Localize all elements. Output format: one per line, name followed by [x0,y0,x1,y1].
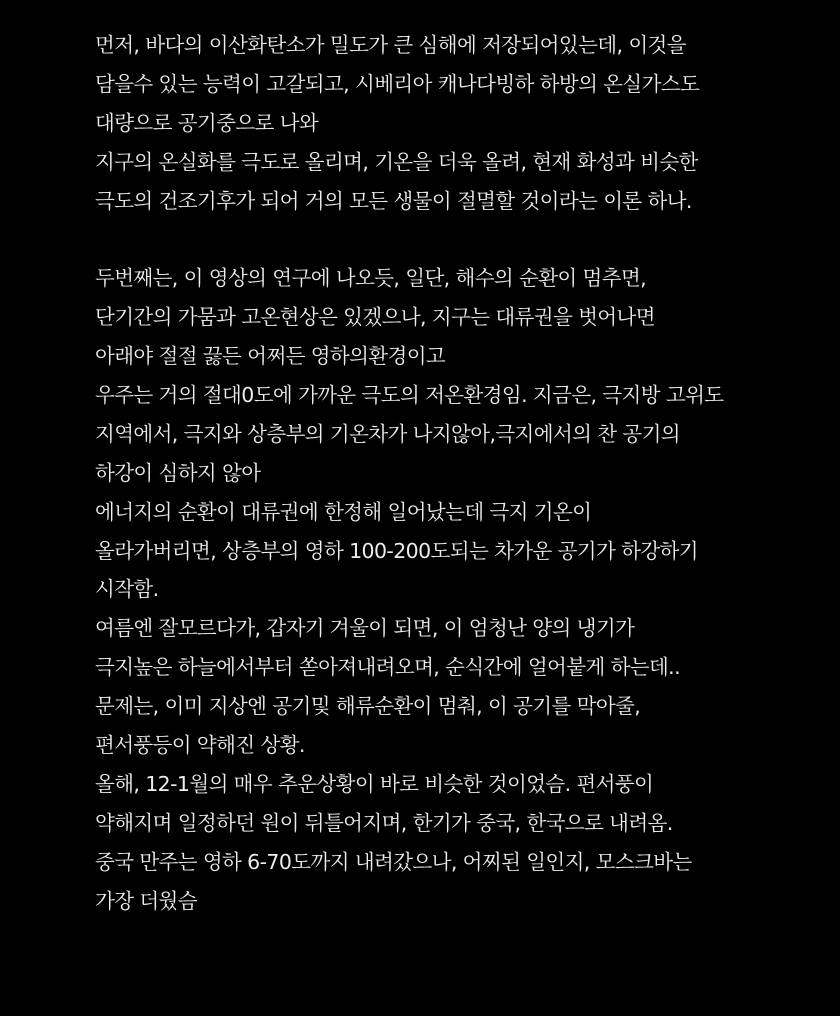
text-line: 시작함. [95,577,159,602]
paragraph-spacer [95,220,835,259]
text-line: 여름엔 잘모르다가, 갑자기 겨울이 되면, 이 엄청난 양의 냉기가 [95,616,635,641]
text-line: 단기간의 가뭄과 고온현상은 있겠으나, 지구는 대류권을 벗어나면 [95,305,655,330]
text-line: 약해지며 일정하던 원이 뒤틀어지며, 한기가 중국, 한국으로 내려옴. [95,810,673,835]
text-line: 지구의 온실화를 극도로 올리며, 기온을 더욱 올려, 현재 화성과 비슷한 [95,149,698,174]
text-line: 지역에서, 극지와 상층부의 기온차가 나지않아,극지에서의 찬 공기의 [95,421,681,446]
text-line: 올해, 12-1월의 매우 추운상황이 바로 비슷한 것이었슴. 편서풍이 [95,771,654,796]
text-line: 우주는 거의 절대0도에 가까운 극도의 저온환경임. 지금은, 극지방 고위도 [95,383,724,408]
paragraph-second-theory [95,259,835,920]
text-line: 두번째는, 이 영상의 연구에 나오듯, 일단, 해수의 순환이 멈추면, [95,266,647,291]
text-line: 문제는, 이미 지상엔 공기및 해류순환이 멈춰, 이 공기를 막아줄, [95,694,641,719]
text-line: 담을수 있는 능력이 고갈되고, 시베리아 캐나다빙하 하방의 온실가스도 [95,71,700,96]
document-body [95,26,835,920]
text-line: 가장 더웠슴 [95,888,197,913]
text-line: 극지높은 하늘에서부터 쏟아져내려오며, 순식간에 얼어붙게 하는데.. [95,655,681,680]
text-line: 중국 만주는 영하 6-70도까지 내려갔으나, 어찌된 일인지, 모스크바는 [95,849,692,874]
text-line: 하강이 심하지 않아 [95,460,261,485]
text-line: 극도의 건조기후가 되어 거의 모든 생물이 절멸할 것이라는 이론 하나. [95,188,692,213]
text-line: 아래야 절절 끓든 어쩌든 영하의환경이고 [95,344,446,369]
text-line: 에너지의 순환이 대류권에 한정해 일어났는데 극지 기온이 [95,499,592,524]
text-line: 편서풍등이 약해진 상황. [95,733,305,758]
text-line: 먼저, 바다의 이산화탄소가 밀도가 큰 심해에 저장되어있는데, 이것을 [95,33,686,57]
text-line: 올라가버리면, 상층부의 영하 100-200도되는 차가운 공기가 하강하기 [95,538,698,563]
text-line: 대량으로 공기중으로 나와 [95,110,319,135]
paragraph-first-theory [95,26,835,220]
